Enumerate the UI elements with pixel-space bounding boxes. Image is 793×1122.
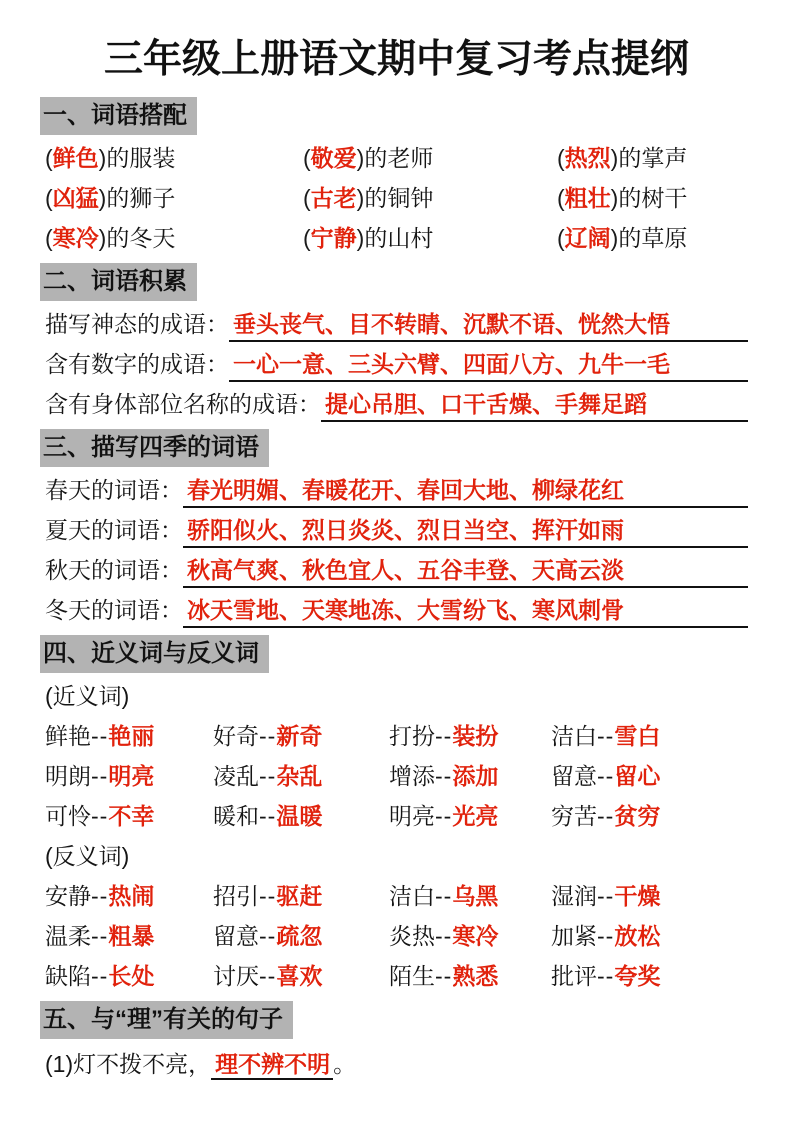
match-rest: 的冬天 — [106, 225, 176, 251]
pair-separator: -- — [597, 883, 615, 909]
pair-word: 讨厌 — [213, 963, 259, 989]
pair-word: 缺陷 — [45, 963, 91, 989]
pair-word: 可怜 — [45, 803, 91, 829]
pair-answer: 喜欢 — [276, 963, 323, 989]
match-rest: 的狮子 — [106, 185, 176, 211]
fill-label: 秋天的词语： — [45, 557, 183, 583]
pair-word: 留意 — [551, 763, 597, 789]
pair-answer: 添加 — [452, 763, 499, 789]
pair-word: 留意 — [213, 923, 259, 949]
match-rest: 的掌声 — [618, 145, 688, 171]
pair-separator: -- — [259, 883, 277, 909]
pair-word: 炎热 — [389, 923, 435, 949]
pair-answer: 贫穷 — [614, 803, 661, 829]
open-paren: ( — [557, 185, 565, 211]
fill-row — [45, 590, 748, 630]
pair-answer: 寒冷 — [452, 923, 499, 949]
section-li-sentences — [45, 996, 748, 1084]
close-paren: ) — [356, 145, 365, 171]
pair-answer: 长处 — [108, 963, 155, 989]
match-answer: 寒冷 — [52, 225, 99, 251]
pair-answer: 放松 — [614, 923, 661, 949]
fill-answer: 春光明媚、春暖花开、春回大地、柳绿花红 — [183, 470, 748, 508]
match-rest: 的服装 — [106, 145, 176, 171]
word-match-item — [45, 138, 303, 178]
pair-answer: 夸奖 — [614, 963, 661, 989]
section-header-li-sentences: 五、与“理”有关的句子 — [40, 1001, 293, 1039]
pair-answer: 不幸 — [108, 803, 155, 829]
fill-row — [45, 510, 748, 550]
antonyms-grid — [45, 876, 748, 996]
fill-label: 描写神态的成语： — [45, 311, 229, 337]
pair-word: 好奇 — [213, 723, 259, 749]
pair-separator: -- — [435, 763, 453, 789]
fill-label: 春天的词语： — [45, 477, 183, 503]
word-match-item — [557, 218, 748, 258]
match-answer: 辽阔 — [564, 225, 611, 251]
fill-label: 夏天的词语： — [45, 517, 183, 543]
open-paren: ( — [45, 225, 53, 251]
pair-word: 招引 — [213, 883, 259, 909]
close-paren: ) — [356, 225, 365, 251]
pair-word: 暖和 — [213, 803, 259, 829]
sentence-answer: 理不辨不明 — [211, 1051, 333, 1080]
antonyms-sub-label: (反义词) — [45, 843, 130, 869]
pair-answer: 乌黑 — [452, 883, 499, 909]
word-match-item — [557, 178, 748, 218]
pair-answer: 明亮 — [108, 763, 155, 789]
pair-word: 增添 — [389, 763, 435, 789]
match-rest: 的山村 — [364, 225, 434, 251]
fill-row — [45, 344, 748, 384]
pair-separator: -- — [91, 923, 109, 949]
synonym-pair — [389, 796, 551, 836]
pair-word: 明亮 — [389, 803, 435, 829]
word-match-item — [45, 178, 303, 218]
close-paren: ) — [356, 185, 365, 211]
pair-separator: -- — [597, 963, 615, 989]
fill-row — [45, 550, 748, 590]
season-fill-list — [45, 470, 748, 630]
pair-answer: 新奇 — [276, 723, 323, 749]
fill-answer: 一心一意、三头六臂、四面八方、九牛一毛 — [229, 344, 748, 382]
antonym-pair — [213, 956, 389, 996]
pair-separator: -- — [259, 963, 277, 989]
synonym-pair — [45, 716, 213, 756]
section-header-word-matching: 一、词语搭配 — [40, 97, 197, 135]
open-paren: ( — [303, 185, 311, 211]
pair-answer: 粗暴 — [108, 923, 155, 949]
pair-separator: -- — [91, 723, 109, 749]
pair-word: 明朗 — [45, 763, 91, 789]
pair-word: 温柔 — [45, 923, 91, 949]
fill-row — [45, 470, 748, 510]
close-paren: ) — [610, 145, 619, 171]
pair-answer: 疏忽 — [276, 923, 323, 949]
open-paren: ( — [303, 225, 311, 251]
match-answer: 古老 — [310, 185, 357, 211]
sentence-line — [45, 1044, 748, 1084]
pair-word: 湿润 — [551, 883, 597, 909]
close-paren: ) — [610, 225, 619, 251]
section-header-synonyms-antonyms: 四、近义词与反义词 — [40, 635, 269, 673]
pair-separator: -- — [259, 923, 277, 949]
antonym-pair — [213, 916, 389, 956]
pair-word: 安静 — [45, 883, 91, 909]
pair-word: 洁白 — [389, 883, 435, 909]
antonym-pair — [45, 956, 213, 996]
close-paren: ) — [98, 185, 107, 211]
fill-label: 含有数字的成语： — [45, 351, 229, 377]
pair-separator: -- — [91, 963, 109, 989]
pair-separator: -- — [91, 883, 109, 909]
close-paren: ) — [98, 225, 107, 251]
synonym-pair — [213, 796, 389, 836]
antonym-pair — [213, 876, 389, 916]
pair-answer: 干燥 — [614, 883, 661, 909]
pair-separator: -- — [91, 763, 109, 789]
open-paren: ( — [45, 185, 53, 211]
antonym-pair — [45, 916, 213, 956]
sentence-suffix: 。 — [333, 1051, 357, 1077]
antonym-pair — [551, 956, 748, 996]
sentence-prefix: (1)灯不拨不亮， — [45, 1051, 212, 1077]
pair-answer: 雪白 — [614, 723, 661, 749]
fill-answer: 冰天雪地、天寒地冻、大雪纷飞、寒风刺骨 — [183, 590, 748, 628]
match-answer: 粗壮 — [564, 185, 611, 211]
pair-word: 批评 — [551, 963, 597, 989]
antonym-pair — [551, 916, 748, 956]
synonym-pair — [45, 756, 213, 796]
synonym-pair — [551, 796, 748, 836]
synonyms-sub-label: (近义词) — [45, 683, 130, 709]
pair-word: 打扮 — [389, 723, 435, 749]
pair-word: 穷苦 — [551, 803, 597, 829]
synonym-pair — [213, 756, 389, 796]
pair-answer: 杂乱 — [276, 763, 323, 789]
antonym-pair — [389, 876, 551, 916]
pair-word: 凌乱 — [213, 763, 259, 789]
pair-answer: 艳丽 — [108, 723, 155, 749]
section-synonyms-antonyms — [45, 630, 748, 996]
close-paren: ) — [610, 185, 619, 211]
fill-answer: 垂头丧气、目不转睛、沉默不语、恍然大悟 — [229, 304, 748, 342]
word-match-item — [303, 138, 557, 178]
synonym-pair — [389, 716, 551, 756]
section-header-word-accumulation: 二、词语积累 — [40, 263, 197, 301]
pair-answer: 驱赶 — [276, 883, 323, 909]
section-four-seasons-words — [45, 424, 748, 630]
pair-separator: -- — [259, 763, 277, 789]
pair-word: 陌生 — [389, 963, 435, 989]
match-answer: 宁静 — [310, 225, 357, 251]
pair-answer: 装扮 — [452, 723, 499, 749]
open-paren: ( — [557, 225, 565, 251]
match-answer: 热烈 — [564, 145, 611, 171]
pair-separator: -- — [435, 723, 453, 749]
section-header-four-seasons: 三、描写四季的词语 — [40, 429, 269, 467]
fill-answer: 骄阳似火、烈日炎炎、烈日当空、挥汗如雨 — [183, 510, 748, 548]
pair-answer: 光亮 — [452, 803, 499, 829]
antonym-pair — [389, 956, 551, 996]
pair-separator: -- — [435, 803, 453, 829]
section-word-matching — [45, 92, 748, 258]
fill-answer: 提心吊胆、口干舌燥、手舞足蹈 — [321, 384, 748, 422]
pair-answer: 熟悉 — [452, 963, 499, 989]
pair-word: 洁白 — [551, 723, 597, 749]
page-title: 三年级上册语文期中复习考点提纲 — [103, 38, 689, 81]
pair-answer: 热闹 — [108, 883, 155, 909]
fill-answer: 秋高气爽、秋色宜人、五谷丰登、天高云淡 — [183, 550, 748, 588]
match-rest: 的老师 — [364, 145, 434, 171]
fill-row — [45, 384, 748, 424]
pair-separator: -- — [597, 763, 615, 789]
pair-separator: -- — [597, 803, 615, 829]
synonym-pair — [551, 756, 748, 796]
fill-label: 冬天的词语： — [45, 597, 183, 623]
word-matching-grid — [45, 138, 748, 258]
pair-separator: -- — [597, 723, 615, 749]
word-match-item — [303, 218, 557, 258]
antonym-pair — [551, 876, 748, 916]
idiom-fill-list — [45, 304, 748, 424]
open-paren: ( — [303, 145, 311, 171]
fill-label: 含有身体部位名称的成语： — [45, 391, 321, 417]
open-paren: ( — [557, 145, 565, 171]
close-paren: ) — [98, 145, 107, 171]
match-rest: 的铜钟 — [364, 185, 434, 211]
word-match-item — [303, 178, 557, 218]
fill-row — [45, 304, 748, 344]
pair-word: 加紧 — [551, 923, 597, 949]
pair-word: 鲜艳 — [45, 723, 91, 749]
pair-answer: 留心 — [614, 763, 661, 789]
synonym-pair — [389, 756, 551, 796]
pair-separator: -- — [259, 723, 277, 749]
synonym-pair — [551, 716, 748, 756]
antonym-pair — [389, 916, 551, 956]
open-paren: ( — [45, 145, 53, 171]
pair-separator: -- — [259, 803, 277, 829]
antonym-pair — [45, 876, 213, 916]
pair-answer: 温暖 — [276, 803, 323, 829]
match-answer: 凶猛 — [52, 185, 99, 211]
pair-separator: -- — [435, 883, 453, 909]
pair-separator: -- — [91, 803, 109, 829]
word-match-item — [557, 138, 748, 178]
match-answer: 鲜色 — [52, 145, 99, 171]
pair-separator: -- — [435, 923, 453, 949]
synonyms-grid — [45, 716, 748, 836]
match-rest: 的草原 — [618, 225, 688, 251]
pair-separator: -- — [597, 923, 615, 949]
section-word-accumulation — [45, 258, 748, 424]
synonym-pair — [45, 796, 213, 836]
match-rest: 的树干 — [618, 185, 688, 211]
word-match-item — [45, 218, 303, 258]
pair-separator: -- — [435, 963, 453, 989]
match-answer: 敬爱 — [310, 145, 357, 171]
synonym-pair — [213, 716, 389, 756]
